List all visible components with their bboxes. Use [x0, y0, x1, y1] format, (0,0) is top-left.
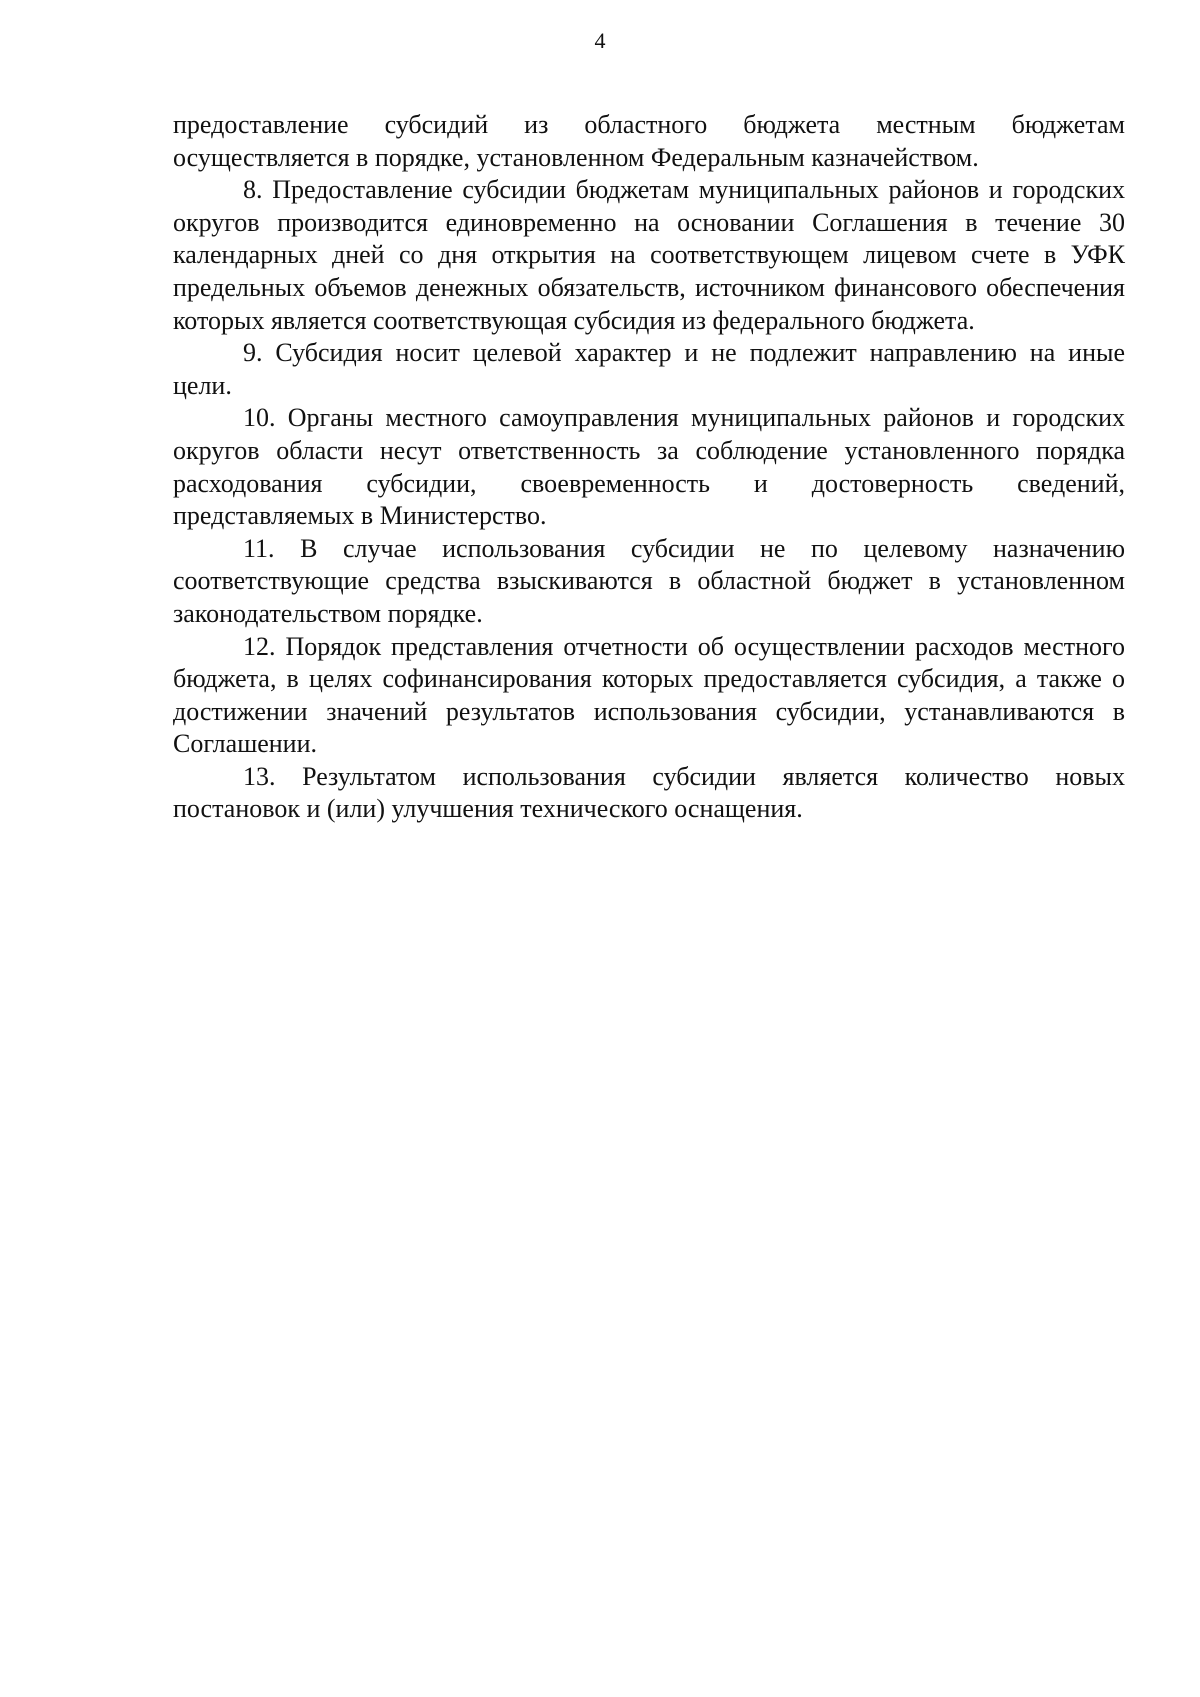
paragraph-10 [173, 402, 1125, 532]
paragraph-text: В случае использования субсидии не по целевому назначению соответствующие средства взыскиваются в областной бюджет в установленном законодательством порядке. [173, 533, 1125, 628]
paragraph-continuation [173, 109, 1125, 174]
paragraph-text: Органы местного самоуправления муниципальных районов и городских округов области несут ответственность за соблюдение установленного порядка расходования субсидии, своевременность и достоверность сведений, представляемых в Министерство. [173, 403, 1125, 531]
page-number: 4 [594, 28, 606, 53]
document-body [173, 109, 1125, 826]
paragraph-12 [173, 631, 1125, 761]
paragraph-number: 9. [243, 338, 263, 368]
paragraph-13 [173, 761, 1125, 826]
paragraph-text: предоставление субсидий из областного бюджета местным бюджетам осуществляется в порядке, установленном Федеральным казначейством. [173, 110, 1125, 172]
paragraph-number: 8. [243, 175, 263, 205]
paragraph-number: 13. [243, 761, 276, 791]
paragraph-text: Результатом использования субсидии является количество новых постановок и (или) улучшения технического оснащения. [173, 761, 1125, 824]
paragraph-number: 12. [243, 631, 276, 661]
paragraph-number: 11. [243, 533, 275, 563]
paragraph-text: Субсидия носит целевой характер и не подлежит направлению на иные цели. [173, 338, 1126, 400]
paragraph-text: Порядок представления отчетности об осуществлении расходов местного бюджета, в целях софинансирования которых предоставляется субсидия, а также о достижении значений результатов использования субсидии, устанавливаются в Соглашении. [173, 631, 1125, 759]
paragraph-11 [173, 533, 1125, 631]
paragraph-8 [173, 174, 1125, 337]
paragraph-text: Предоставление субсидии бюджетам муниципальных районов и городских округов производится единовременно на основании Соглашения в течение 30 календарных дней со дня открытия на соответствующем лицевом счете в УФК предельных объемов денежных обязательств, источником финансового обеспечения которых является соответствующая субсидия из федерального бюджета. [173, 175, 1126, 335]
paragraph-number: 10. [243, 403, 276, 433]
paragraph-9 [173, 337, 1125, 402]
